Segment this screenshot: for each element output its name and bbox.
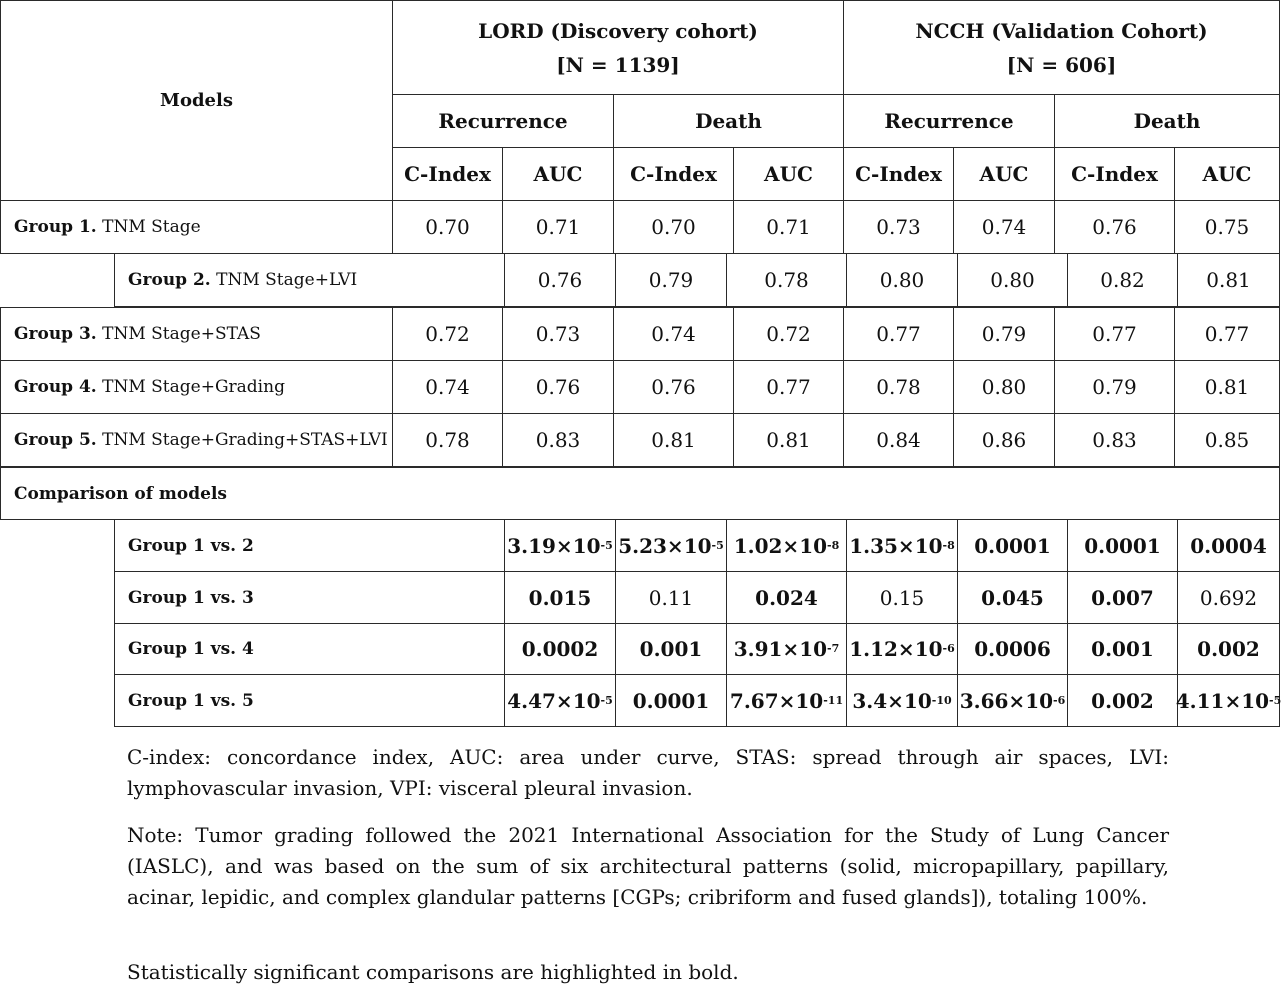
metric-value: 0.76: [1054, 200, 1175, 254]
metric-value: 0.81: [1174, 360, 1280, 414]
p-value: 1.12×10 -6: [846, 623, 958, 675]
metric-value: 0.73: [843, 200, 954, 254]
p-value-mantissa: 1.02×10: [733, 533, 828, 558]
p-value-mantissa: 0.692: [1199, 585, 1258, 610]
model-label: [0, 360, 393, 414]
auc-label: AUC: [533, 162, 583, 186]
group-number: Group 1.: [14, 217, 97, 237]
metric-value: 0.82: [1067, 253, 1178, 307]
lord-death-header: [613, 94, 844, 148]
p-value: 1.35×10 -8: [846, 519, 958, 572]
comparison-label: Group 1 vs. 5: [114, 674, 505, 727]
significance-note-block: [127, 957, 1169, 988]
ncch-recurrence-label: Recurrence: [884, 109, 1014, 133]
metric-value: 0.71: [502, 200, 614, 254]
cindex-label: C-Index: [1071, 162, 1158, 186]
p-value: [957, 571, 1068, 624]
p-value: [846, 571, 958, 624]
p-value-mantissa: 0.0001: [632, 688, 710, 713]
p-value: 3.19×10 -5: [504, 519, 616, 572]
models-header: [0, 0, 393, 201]
metric-value: 0.78: [726, 253, 847, 307]
p-value-mantissa: 7.67×10: [729, 688, 824, 713]
model-label: [0, 413, 393, 467]
ncch-death-cindex-header: [1054, 147, 1175, 201]
metric-value: 0.73: [502, 307, 614, 361]
ncch-death-label: Death: [1133, 109, 1201, 133]
metric-value: 0.81: [733, 413, 844, 467]
p-value: [504, 623, 616, 675]
group-number: Group 3.: [14, 324, 97, 344]
metric-value: 0.77: [1174, 307, 1280, 361]
p-value: [957, 623, 1068, 675]
p-value: 5.23×10 -5: [615, 519, 727, 572]
metric-value: 0.84: [843, 413, 954, 467]
comparison-label: Group 1 vs. 3: [114, 571, 505, 624]
p-value-mantissa: 0.0001: [1084, 533, 1161, 558]
p-value-mantissa: 4.47×10: [507, 688, 601, 713]
footnotes: [127, 742, 1169, 804]
p-value: [1067, 571, 1178, 624]
model-label: [114, 253, 505, 307]
group-description: TNM Stage+Grading: [96, 377, 285, 397]
p-value-mantissa: 0.15: [879, 585, 925, 610]
p-value: 3.91×10 -7: [726, 623, 847, 675]
metric-value: 0.80: [957, 253, 1068, 307]
p-value-mantissa: 0.0004: [1190, 533, 1267, 558]
group-description: TNM Stage+LVI: [210, 270, 358, 290]
ncch-recurrence-header: [843, 94, 1055, 148]
lord-cohort-header: [392, 0, 844, 95]
lord-recurrence-header: [392, 94, 614, 148]
p-value: [615, 571, 727, 624]
metric-value: 0.81: [613, 413, 734, 467]
grading-note: Note: Tumor grading followed the 2021 International Association for the Study of Lung Cancer (IASLC), and was based on the sum of six architectural patterns (solid, micropapillary, papillary, acinar, lepidic, and complex glandular patterns [CGPs; cribriform and fused glands]), totaling 100%.: [127, 823, 1169, 909]
ncch-rec-cindex-header: [843, 147, 954, 201]
p-value-mantissa: 0.001: [1091, 637, 1154, 661]
ncch-death-auc-header: [1174, 147, 1280, 201]
lord-death-label: Death: [695, 109, 762, 133]
p-value-mantissa: 4.11×10: [1175, 688, 1270, 713]
p-value: 3.66×10 -6: [957, 674, 1068, 727]
group-description: TNM Stage+Grading+STAS+LVI: [96, 430, 388, 450]
p-value-mantissa: 3.91×10: [733, 637, 828, 661]
p-value-mantissa: 0.024: [755, 585, 818, 610]
comparison-title-label: Comparison of models: [14, 483, 227, 504]
metric-value: 0.83: [502, 413, 614, 467]
p-value-mantissa: 5.23×10: [618, 533, 712, 558]
p-value: 4.11×10 -5: [1177, 674, 1280, 727]
metric-value: 0.71: [733, 200, 844, 254]
cindex-label: C-Index: [404, 162, 491, 186]
auc-label: AUC: [979, 162, 1029, 186]
p-value: [504, 571, 616, 624]
p-value-mantissa: 0.007: [1091, 585, 1154, 610]
metric-value: 0.77: [733, 360, 844, 414]
group-description: TNM Stage+STAS: [96, 324, 261, 344]
metric-value: 0.74: [392, 360, 503, 414]
comparison-label: Group 1 vs. 2: [114, 519, 505, 572]
lord-cohort-n: [N = 1139]: [556, 52, 680, 77]
p-value: [615, 674, 727, 727]
metric-value: 0.70: [392, 200, 503, 254]
metric-value: 0.80: [846, 253, 958, 307]
p-value-mantissa: 3.66×10: [959, 688, 1054, 713]
abbreviation-note: C-index: concordance index, AUC: area under curve, STAS: spread through air spaces, LVI: lymphovascular invasion, VPI: visceral pleural invasion.: [127, 745, 1169, 800]
metric-value: 0.70: [613, 200, 734, 254]
p-value-mantissa: 0.11: [648, 585, 694, 610]
group-number: Group 5.: [14, 430, 97, 450]
models-header-label: Models: [160, 90, 233, 111]
metric-value: 0.81: [1177, 253, 1280, 307]
lord-death-auc-header: [733, 147, 844, 201]
metric-value: 0.76: [504, 253, 616, 307]
p-value-mantissa: 0.045: [981, 585, 1044, 610]
cindex-label: C-Index: [630, 162, 717, 186]
lord-recurrence-label: Recurrence: [438, 109, 568, 133]
lord-rec-auc-header: [502, 147, 614, 201]
ncch-rec-auc-header: [953, 147, 1055, 201]
p-value-mantissa: 0.0001: [974, 533, 1051, 558]
metric-value: 0.72: [733, 307, 844, 361]
p-value-mantissa: 0.001: [639, 637, 703, 661]
p-value: 4.47×10 -5: [504, 674, 616, 727]
p-value-mantissa: 1.35×10: [849, 533, 943, 558]
p-value-mantissa: 0.002: [1197, 637, 1260, 661]
metric-value: 0.74: [613, 307, 734, 361]
metric-value: 0.86: [953, 413, 1055, 467]
metric-value: 0.75: [1174, 200, 1280, 254]
group-number: Group 2.: [128, 270, 211, 290]
p-value: [1177, 623, 1280, 675]
ncch-cohort-title: NCCH (Validation Cohort): [915, 18, 1208, 43]
p-value: 7.67×10 -11: [726, 674, 847, 727]
metric-value: 0.79: [615, 253, 727, 307]
p-value: [1067, 623, 1178, 675]
ncch-cohort-header: [843, 0, 1280, 95]
auc-label: AUC: [1202, 162, 1252, 186]
lord-cohort-title: LORD (Discovery cohort): [478, 18, 758, 43]
p-value: [615, 623, 727, 675]
p-value-mantissa: 0.002: [1091, 688, 1154, 713]
p-value: [726, 571, 847, 624]
p-value-mantissa: 0.0002: [521, 637, 599, 661]
ncch-death-header: [1054, 94, 1280, 148]
model-label: [0, 307, 393, 361]
p-value-mantissa: 1.12×10: [849, 637, 943, 661]
p-value-mantissa: 0.0006: [974, 637, 1051, 661]
p-value-mantissa: 3.4×10: [852, 688, 932, 713]
p-value-mantissa: 3.19×10: [507, 533, 601, 558]
comparison-title: [0, 467, 1280, 520]
metric-value: 0.77: [843, 307, 954, 361]
metric-value: 0.74: [953, 200, 1055, 254]
group-description: TNM Stage: [96, 217, 201, 237]
lord-rec-cindex-header: [392, 147, 503, 201]
metric-value: 0.79: [1054, 360, 1175, 414]
metric-value: 0.79: [953, 307, 1055, 361]
ncch-cohort-n: [N = 606]: [1006, 52, 1117, 77]
metric-value: 0.78: [843, 360, 954, 414]
comparison-label: Group 1 vs. 4: [114, 623, 505, 675]
metric-value: 0.78: [392, 413, 503, 467]
p-value: 1.02×10 -8: [726, 519, 847, 572]
auc-label: AUC: [764, 162, 813, 186]
cindex-label: C-Index: [855, 162, 942, 186]
p-value: [1177, 571, 1280, 624]
grading-note-block: [127, 820, 1169, 913]
p-value: [957, 519, 1068, 572]
p-value: [1067, 674, 1178, 727]
metric-value: 0.77: [1054, 307, 1175, 361]
metric-value: 0.80: [953, 360, 1055, 414]
p-value: [1177, 519, 1280, 572]
group-number: Group 4.: [14, 377, 97, 397]
p-value: [1067, 519, 1178, 572]
significance-note: Statistically significant comparisons are highlighted in bold.: [127, 960, 739, 984]
metric-value: 0.72: [392, 307, 503, 361]
metric-value: 0.85: [1174, 413, 1280, 467]
model-label: [0, 200, 393, 254]
lord-death-cindex-header: [613, 147, 734, 201]
p-value-mantissa: 0.015: [528, 585, 592, 610]
metric-value: 0.76: [613, 360, 734, 414]
p-value: 3.4×10 -10: [846, 674, 958, 727]
metric-value: 0.76: [502, 360, 614, 414]
metric-value: 0.83: [1054, 413, 1175, 467]
